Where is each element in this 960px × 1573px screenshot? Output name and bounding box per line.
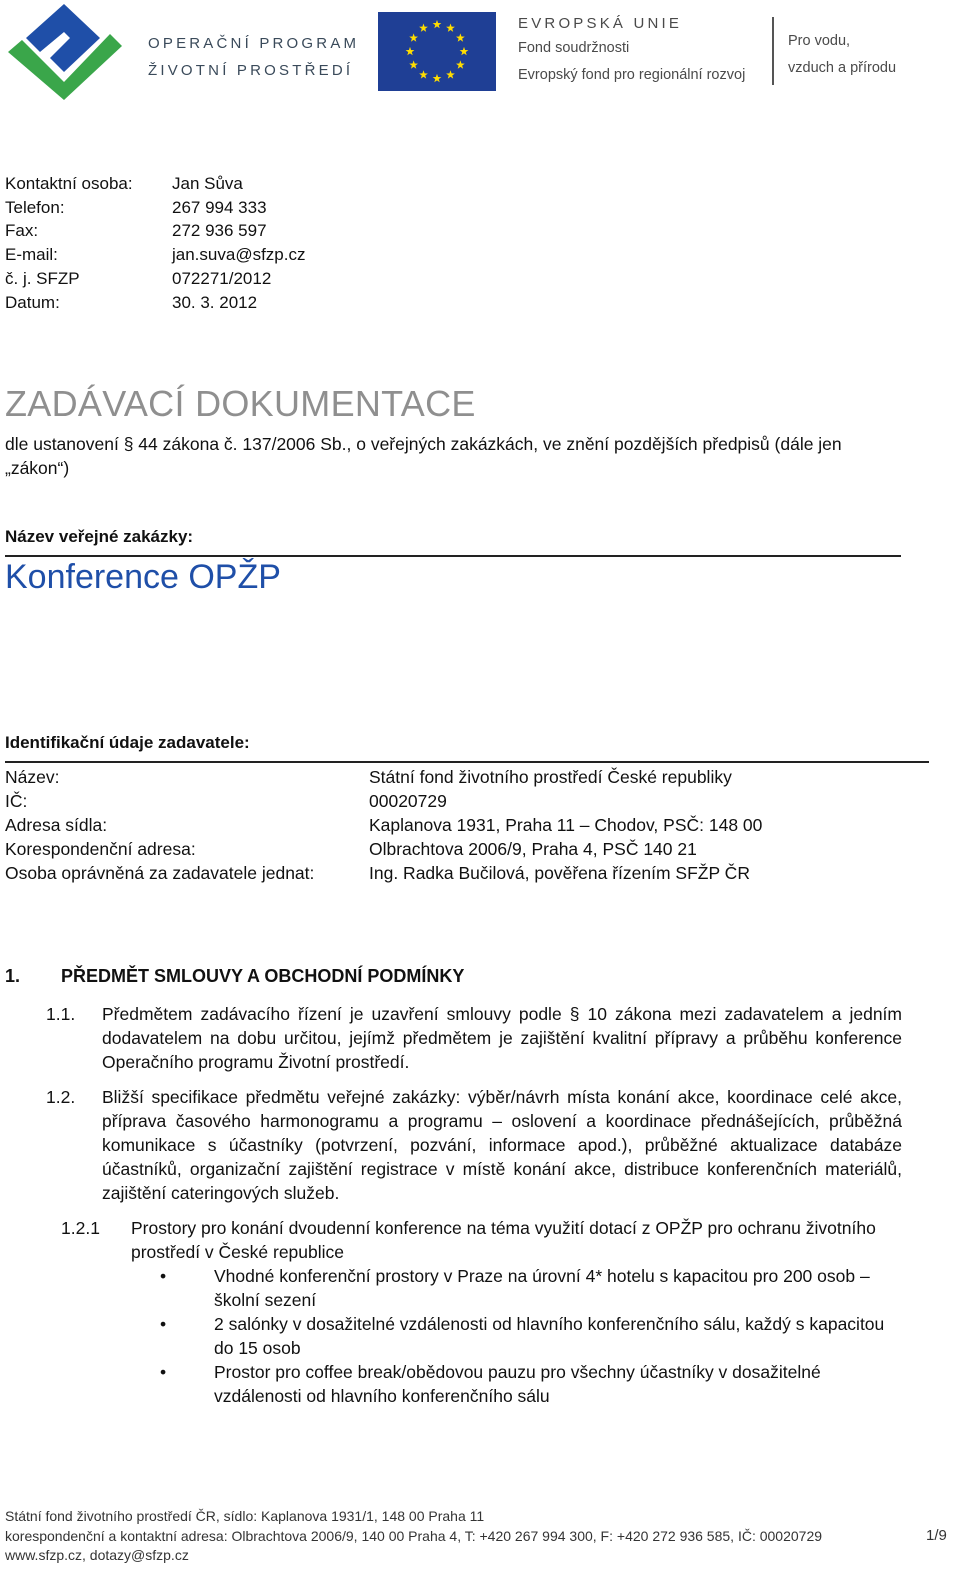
ident-label: Název:	[5, 767, 60, 787]
eu-title: EVROPSKÁ UNIE	[518, 15, 683, 32]
contact-email[interactable]: jan.suva@sfzp.cz	[172, 245, 306, 265]
list-item-text: Vhodné konferenční prostory v Praze na úrovní 4* hotelu s kapacitou pro 200 osob – školní sezení	[214, 1266, 870, 1310]
list-item	[160, 1312, 900, 1360]
ident-value: Ing. Radka Bučilová, pověřena řízením SFŽP ČR	[369, 863, 750, 883]
contact-label: Telefon:	[5, 197, 65, 217]
ident-row	[5, 765, 762, 789]
ident-label: IČ:	[5, 791, 28, 811]
list-item	[160, 1264, 900, 1312]
ident-label: Korespondenční adresa:	[5, 839, 196, 859]
contact-label: E-mail:	[5, 245, 58, 265]
eu-fund-1: Fond soudržnosti	[518, 40, 630, 56]
list-item-text: Prostor pro coffee break/obědovou pauzu pro všechny účastníky v dosažitelné vzdálenosti od hlavního konferenčního sálu	[214, 1362, 821, 1406]
motto	[788, 28, 896, 82]
bullet-icon: •	[160, 1266, 167, 1286]
contact-row	[5, 196, 305, 220]
section-heading	[5, 966, 464, 987]
footer-line-2: korespondenční a kontaktní adresa: Olbrachtova 2006/9, 140 00 Praha 4, T: +420 267 994 300, F: +420 272 936 585, IČ: 00020729	[5, 1527, 823, 1544]
bullet-icon: •	[160, 1362, 167, 1382]
header-divider	[772, 17, 774, 85]
ident-value: 00020729	[369, 791, 447, 811]
contact-row	[5, 267, 305, 291]
ident-label: Adresa sídla:	[5, 815, 108, 835]
identification-label: Identifikační údaje zadavatele:	[5, 733, 250, 752]
paragraph-text: Bližší specifikace předmětu veřejné zakázky: výběr/návrh místa konání akce, koordinace celé akce, příprava časového harmonogramu a programu – oslovení a koordinace přednášejících, průběžná komunikace s účastníky (potvrzení, pozvání, informace apod.), průběžné aktualizace databáze účastníků, organizační zajištění registrace v místě konání akce, distribuce konferenčních materiálů, zajištění cateringových služeb.	[102, 1087, 902, 1203]
contact-value: 272 936 597	[172, 221, 267, 241]
contract-label: Název veřejné zakázky:	[5, 527, 194, 546]
list-item	[160, 1360, 900, 1408]
list-item-text: 2 salónky v dosažitelné vzdálenosti od hlavního konferenčního sálu, každý s kapacitou do 15 osob	[214, 1314, 885, 1358]
op-line-1: OPERAČNÍ PROGRAM	[148, 35, 360, 52]
eu-flag-icon	[378, 12, 496, 91]
paragraph-number: 1.2.	[46, 1087, 76, 1107]
contact-row	[5, 243, 305, 267]
document-title: ZADÁVACÍ DOKUMENTACE	[5, 383, 476, 424]
opzp-logo-icon	[4, 4, 126, 100]
ident-value: Státní fond životního prostředí České republiky	[369, 767, 732, 787]
contact-value: 30. 3. 2012	[172, 292, 258, 312]
contact-row	[5, 219, 305, 243]
ident-row	[5, 861, 762, 885]
op-line-2: ŽIVOTNÍ PROSTŘEDÍ	[148, 62, 354, 79]
contact-row	[5, 172, 305, 196]
identification-block	[5, 765, 762, 885]
paragraph-number: 1.1.	[46, 1004, 76, 1024]
contact-value: Jan Sůva	[172, 174, 243, 193]
footer-links[interactable]: www.sfzp.cz, dotazy@sfzp.cz	[5, 1547, 189, 1563]
contact-row	[5, 291, 305, 315]
paragraph-text: Prostory pro konání dvoudenní konference na téma využití dotací z OPŽP pro ochranu životního prostředí v České republice	[131, 1218, 876, 1262]
ident-value: Olbrachtova 2006/9, Praha 4, PSČ 140 21	[369, 839, 697, 859]
bullet-list	[160, 1264, 900, 1408]
legal-basis: dle ustanovení § 44 zákona č. 137/2006 Sb., o veřejných zakázkách, ve znění pozdějších předpisů (dále jen „zákon“)	[5, 434, 842, 478]
paragraph-1-2	[46, 1085, 902, 1205]
contract-name: Konference OPŽP	[5, 558, 281, 596]
paragraph-1-1	[46, 1002, 902, 1074]
paragraph-1-2-1	[61, 1216, 902, 1264]
page-number: 1/9	[926, 1527, 947, 1544]
section-title: PŘEDMĚT SMLOUVY A OBCHODNÍ PODMÍNKY	[61, 966, 465, 986]
paragraph-number: 1.2.1	[61, 1218, 100, 1238]
bullet-icon: •	[160, 1314, 167, 1334]
ident-row	[5, 789, 762, 813]
divider-rule	[5, 555, 901, 557]
footer-line-1: Státní fond životního prostředí ČR, sídlo: Kaplanova 1931/1, 148 00 Praha 11	[5, 1508, 485, 1524]
contact-value: 072271/2012	[172, 268, 272, 288]
ident-row	[5, 837, 762, 861]
contact-label: Kontaktní osoba:	[5, 174, 133, 193]
contact-value: 267 994 333	[172, 197, 267, 217]
eu-fund-2: Evropský fond pro regionální rozvoj	[518, 67, 746, 83]
eu-text-block	[518, 13, 745, 89]
paragraph-text: Předmětem zadávacího řízení je uzavření smlouvy podle § 10 zákona mezi zadavatelem a jedním dodavatelem na dobu určitou, jejímž předmětem je zajištění kvalitní přípravy a průběhu konference Operačního programu Životní prostředí.	[102, 1004, 902, 1072]
page-footer	[5, 1507, 822, 1566]
op-program-name	[148, 30, 359, 84]
contact-label: Fax:	[5, 221, 39, 241]
ident-value: Kaplanova 1931, Praha 11 – Chodov, PSČ: 148 00	[369, 815, 763, 835]
divider-rule	[5, 761, 929, 763]
section-number: 1.	[5, 966, 21, 986]
motto-line-2: vzduch a přírodu	[788, 60, 897, 76]
contact-label: Datum:	[5, 292, 60, 312]
contact-label: č. j. SFZP	[5, 268, 80, 288]
ident-label: Osoba oprávněná za zadavatele jednat:	[5, 863, 315, 883]
contact-block	[5, 172, 305, 314]
ident-row	[5, 813, 762, 837]
motto-line-1: Pro vodu,	[788, 33, 851, 49]
